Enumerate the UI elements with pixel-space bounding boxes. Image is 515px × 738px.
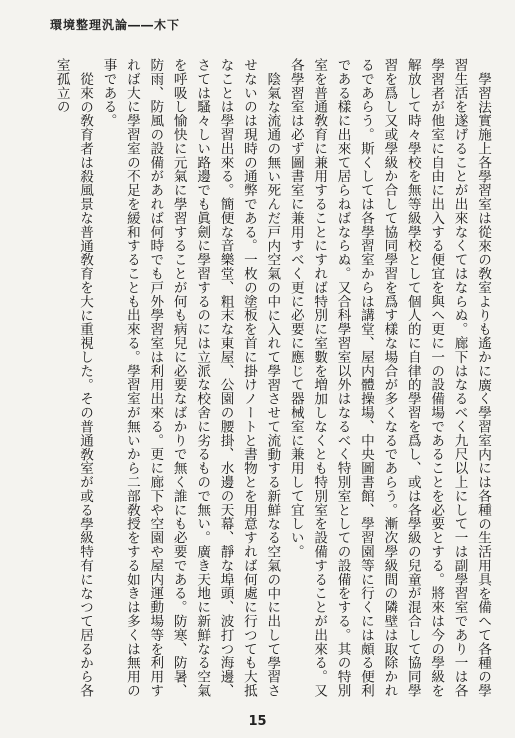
page-number: 15 xyxy=(248,714,267,729)
running-header: 環境整理汎論――木下 xyxy=(50,18,181,32)
paragraph-1: 學習法實施上各學習室は從來の敎室よりも遙かに廣く學習室内には各種の生活用具を備へて各種の學習生活を遂げることが出來なくてはならぬ。廊下はなるべく九尺以上にして一は副學習室であり一は各學習者が他室に自由に出入する便宜を與へ更に一の設備場であることを必要とする。將來は今の學級を解放して時々學校を無等級學校として個人的に自律的學習を爲し、或は各學級の兒童が混合して協同學習を爲し又或學級か合して協同學習を爲す樣な場合が多くなるであらう。漸次學級間の隣壁は取除かれるであらう。斯くしては各學習室からは講堂、屋内體操場、中央圖書館、學習園等に行くには頗る便利である樣に出來て居らねばならぬ。又合科學習室以外はなるべく特別室としての設備をする。其の特別室を普通敎育に兼用することにすれば特別に室數を増加しなくとも特別室を設備することが出來る。又各學習室は必ず圖書室に兼用すべく更に必要に應じて器械室に兼用して宜しい。 xyxy=(287,58,491,698)
paragraph-2: 陰氣な流通の無い死んだ戸内空氣の中に入れて學習させて流動する新鮮なる空氣の中に出して學習させないのは現時の通弊である。一枚の塗板を首に掛けノートと書物とを用意すれば何處に行つても大抵なことは學習出來る。簡便な音樂堂、粗末な東屋、公園の腰掛、水邊の天幕、靜な埠頭、波打つ海邊、さては騷々しい路邊でも眞劍に學習するのには立派な校舍に劣るもので無い。廣き天地に新鮮なる空氣を呼吸し愉快に元氣に學習することが何も病兒に必要なばかりで無く誰にも必要である。防寒、防暑、防雨、防風の設備があれば何時でも戸外學習室は利用出來る。更に廊下や空園や屋内運動場等を利用すれば大に學習室の不足を緩和することも出來る。學習室が無いから二部敎授をする如きは多くは無用の事である。 xyxy=(100,58,281,698)
vertical-body-text xyxy=(42,58,494,700)
paragraph-3: 從來の敎育者は殺風景な普通敎育を大に重視した。その普通敎室が或る學級特有になつて居るから各室孤立の xyxy=(53,58,94,698)
